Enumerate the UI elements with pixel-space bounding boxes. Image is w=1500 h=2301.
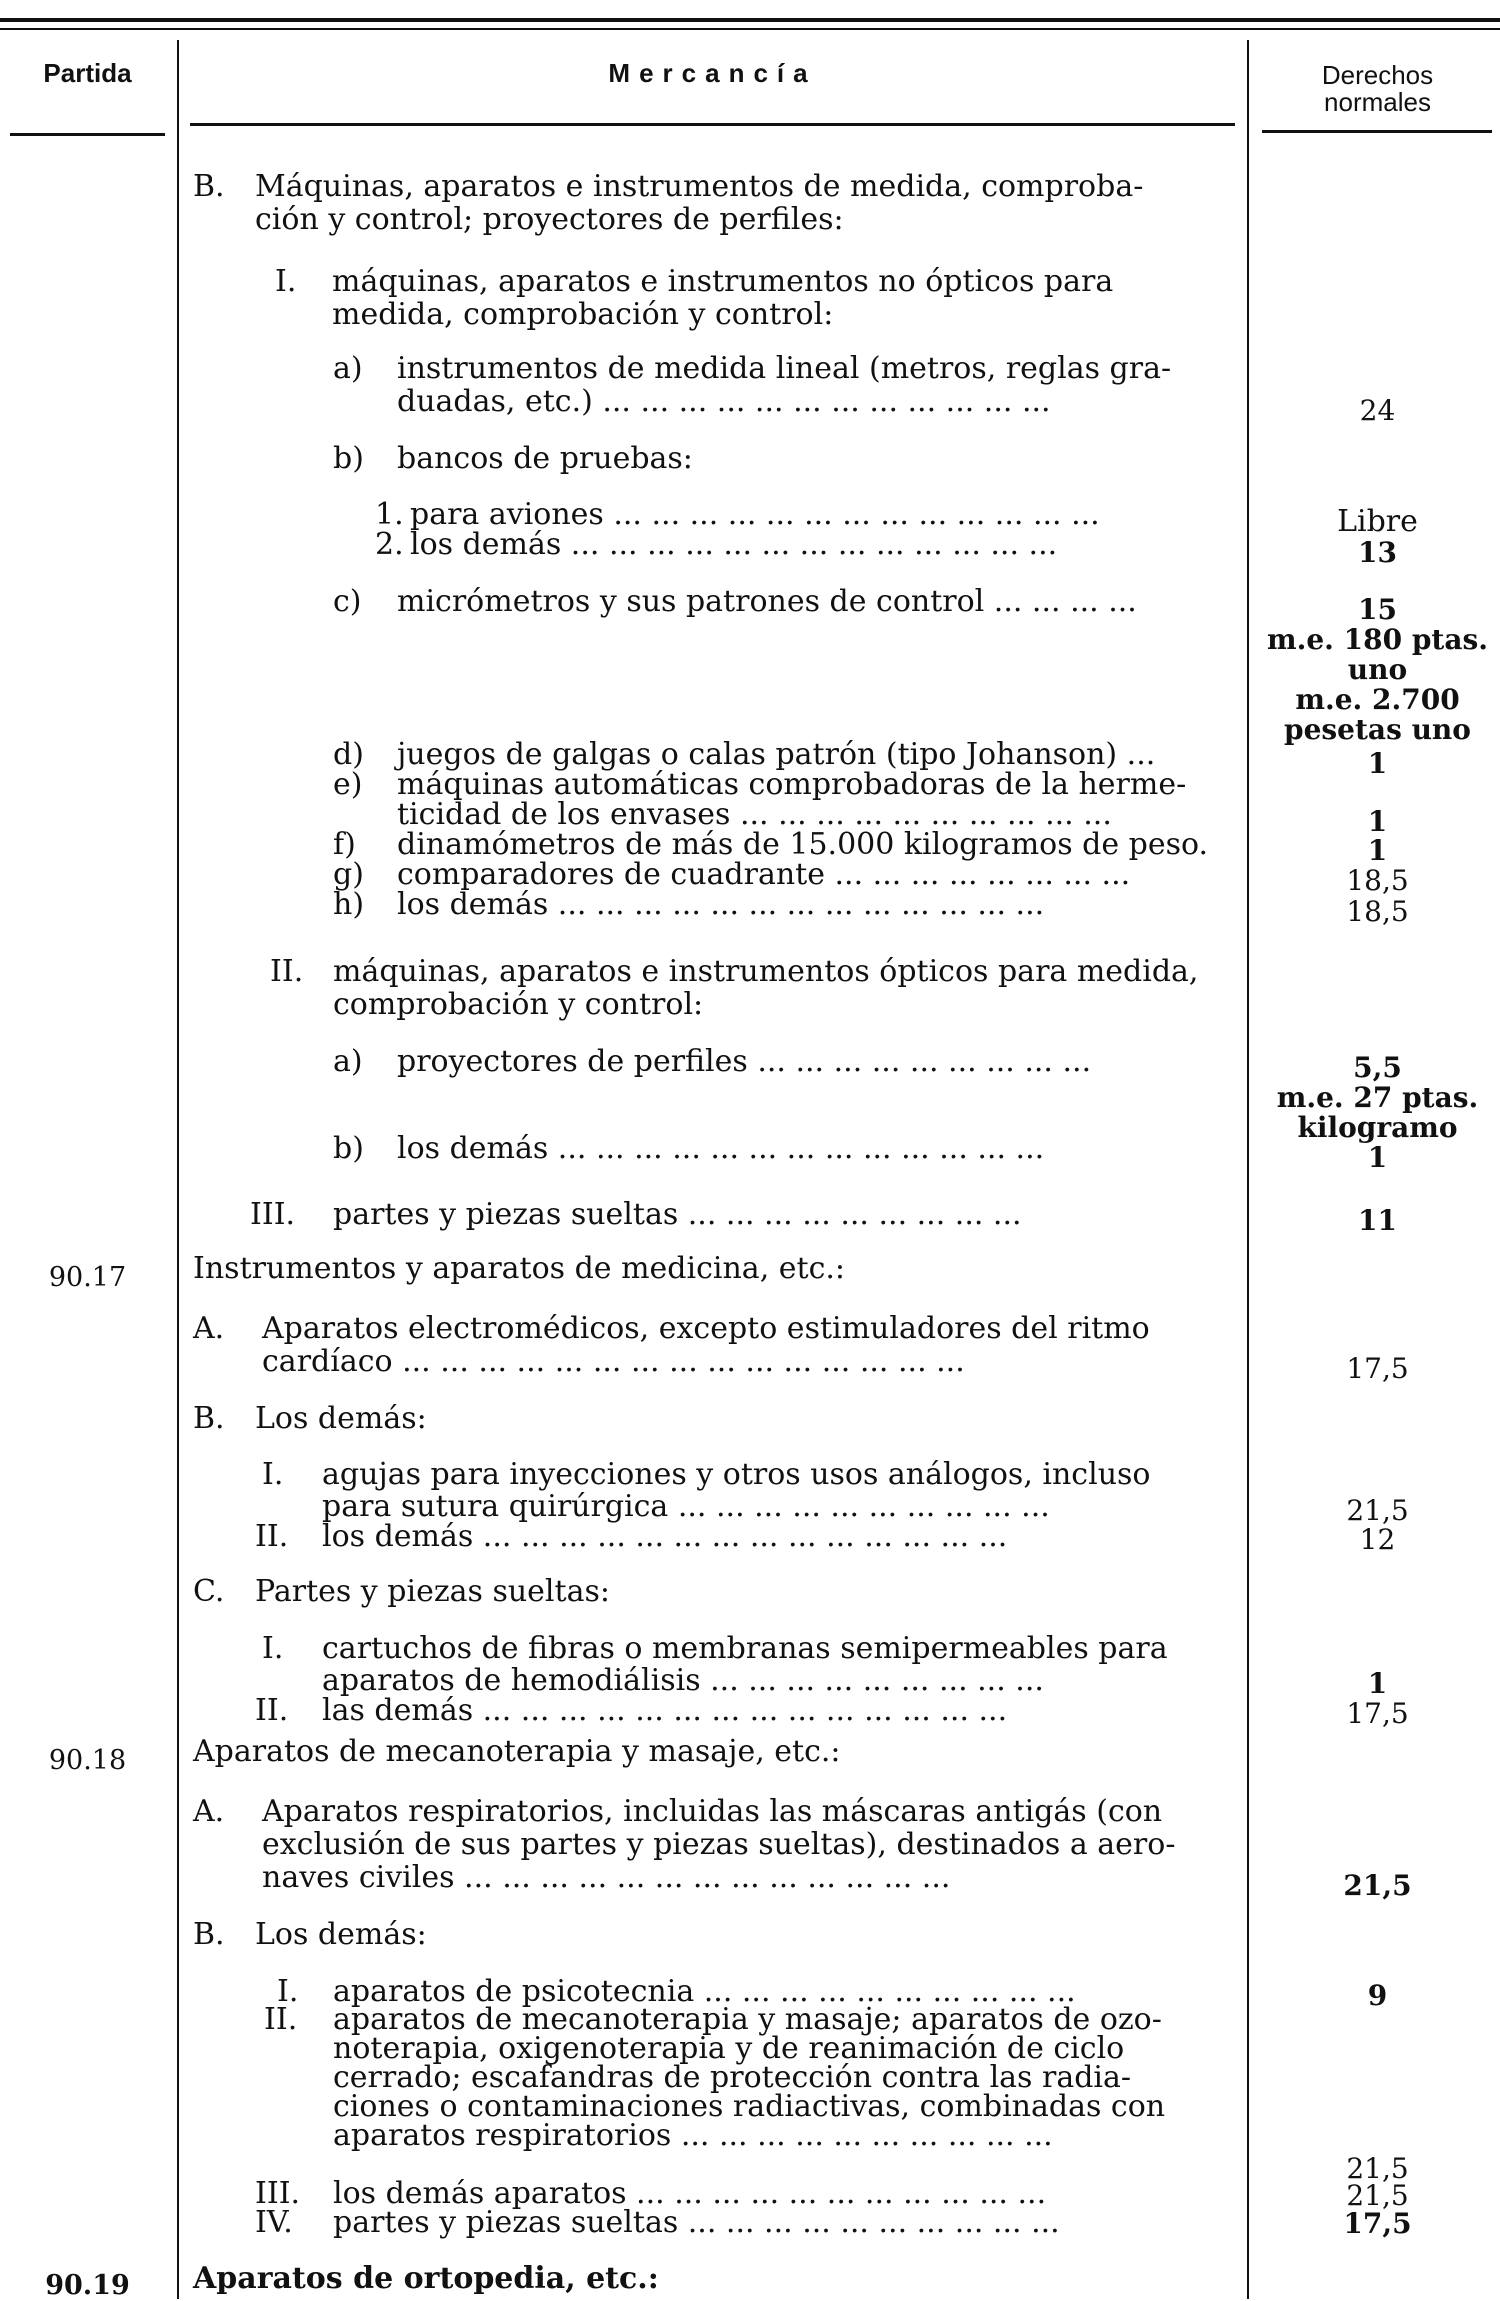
item-text-9017-a-line-1: Aparatos electromédicos, excepto estimuladores del ritmo [262,1311,1150,1346]
top-rule-thick [0,18,1500,22]
item-text-b-i-c: micrómetros y sus patrones de control ... ... ... ... [397,584,1137,619]
duty-b-i-b-1: Libre [1337,504,1418,539]
duty-b-i-c-line-1: 15 [1358,593,1397,626]
item-text-b-i-f: dinamómetros de más de 15.000 kilogramos de peso. [397,827,1209,862]
item-text-b-i-b-1: para aviones ... ... ... ... ... ... ... ... ... ... ... ... ... [410,497,1100,532]
item-text-9018-b-ii-line-3: cerrado; escafandras de protección contra las radia- [333,2060,1132,2095]
duty-9018-b-i: 9 [1367,1979,1388,2012]
item-text-b-i-d: juegos de galgas o calas patrón (tipo Johanson) ... [397,737,1156,772]
item-text-9017-b-i-line-2: para sutura quirúrgica ... ... ... ... ... ... ... ... ... ... [322,1489,1050,1524]
item-text-9018-b-iv: partes y piezas sueltas ... ... ... ... ... ... ... ... ... ... [333,2205,1060,2240]
duty-9017-a: 17,5 [1346,1352,1409,1385]
duty-9017-c-i: 1 [1367,1667,1388,1700]
item-text-b-i-b-2: los demás ... ... ... ... ... ... ... ... ... ... ... ... ... [410,527,1058,562]
duty-b-i-d: 1 [1367,747,1388,780]
item-text-9018-a-line-2: exclusión de sus partes y piezas sueltas), destinados a aero- [262,1827,1176,1862]
item-label-9017-a: A. [193,1311,225,1346]
header-mercancia: Mercancía [608,58,817,88]
duty-b-ii-a-line-2: m.e. 27 ptas. [1276,1081,1479,1114]
item-label-9018-b-iv: IV. [255,2205,293,2240]
item-text-b-i-a-line-1: instrumentos de medida lineal (metros, reglas gra- [397,351,1172,386]
item-label-b-i-c: c) [333,584,362,619]
item-text-b-i-g: comparadores de cuadrante ... ... ... ... ... ... ... ... [397,857,1131,892]
item-label-b-i-e: e) [333,767,363,802]
item-text-9017-a-line-2: cardíaco ... ... ... ... ... ... ... ... ... ... ... ... ... ... ... [262,1344,965,1379]
item-label-9018-b-iii: III. [255,2176,301,2211]
item-label-b-i-a: a) [333,351,363,386]
item-text-9017-c-i-line-1: cartuchos de fibras o membranas semipermeables para [322,1631,1168,1666]
item-label-b-i: I. [275,264,297,299]
item-label-9017-c: C. [193,1574,225,1609]
item-text-b-i-e-line-1: máquinas automáticas comprobadoras de la herme- [397,767,1187,802]
item-label-b-i-b: b) [333,441,364,476]
header-derechos [1255,62,1500,116]
column-separator-left [177,40,179,2299]
item-label-b-i-g: g) [333,857,364,892]
item-text-9018-b-ii-line-1: aparatos de mecanoterapia y masaje; aparatos de ozo- [333,2002,1162,2037]
item-text-b-ii-b: los demás ... ... ... ... ... ... ... ... ... ... ... ... ... [397,1131,1045,1166]
header-derechos-line-2: normales [1324,87,1431,117]
item-label-b-ii-b: b) [333,1131,364,1166]
partida-90-17: 90.17 [48,1262,127,1293]
item-label-9018-b-ii: II. [264,2002,298,2037]
item-label-b-i-b-2: 2. [375,527,404,562]
header-partida: Partida [43,58,132,88]
item-text-b-i-e-line-2: ticidad de los envases ... ... ... ... ... ... ... ... ... ... [397,797,1112,832]
item-text-9017-b-ii: los demás ... ... ... ... ... ... ... ... ... ... ... ... ... ... [322,1519,1008,1554]
duty-b-i-c-line-4: m.e. 2.700 [1295,683,1460,716]
item-label-9018-a: A. [193,1794,225,1829]
item-label-b-i-d: d) [333,737,364,772]
item-text-b-i-line-2: medida, comprobación y control: [332,297,834,332]
column-separator-right [1247,40,1249,2299]
duty-b-ii-a-line-1: 5,5 [1353,1051,1402,1084]
duty-b-i-e: 1 [1367,805,1388,838]
duty-b-i-a: 24 [1359,394,1396,427]
item-label-b-i-b-1: 1. [375,497,404,532]
item-text-b-i-h: los demás ... ... ... ... ... ... ... ... ... ... ... ... ... [397,887,1045,922]
item-label-b-i-f: f) [333,827,356,862]
item-label-9018-b: B. [193,1917,225,1952]
duty-b-ii-a [1255,1053,1500,1143]
duty-9018-b-iii: 21,5 [1346,2179,1409,2212]
item-text-b-line-1: Máquinas, aparatos e instrumentos de medida, comproba- [255,169,1144,204]
partida-90-18: 90.18 [48,1745,127,1776]
duty-b-i-b-2: 13 [1358,536,1397,569]
item-text-9018-b-ii-line-2: noterapia, oxigenoterapia y de reanimación de ciclo [333,2031,1125,2066]
partida-90-19: 90.19 [45,2270,130,2301]
item-label-b: B. [193,169,225,204]
item-text-b-iii: partes y piezas sueltas ... ... ... ... ... ... ... ... ... [333,1197,1022,1232]
header-underline-right [1262,130,1492,133]
duty-b-iii: 11 [1358,1204,1397,1237]
duty-b-i-c-line-3: uno [1347,653,1408,686]
item-text-b-ii-line-1: máquinas, aparatos e instrumentos ópticos para medida, [333,954,1199,989]
item-label-9017-b-i: I. [262,1457,284,1492]
item-text-9018-a-line-1: Aparatos respiratorios, incluidas las máscaras antigás (con [262,1794,1163,1829]
item-text-b-line-2: ción y control; proyectores de perfiles: [255,202,844,237]
item-text-b-ii-line-2: comprobación y control: [333,987,704,1022]
item-text-9018-b: Los demás: [255,1917,427,1952]
item-label-9017-b: B. [193,1401,225,1436]
item-text-9018-a-line-3: naves civiles ... ... ... ... ... ... ... ... ... ... ... ... ... [262,1860,951,1895]
header-derechos-line-1: Derechos [1321,60,1434,90]
duty-9017-c-ii: 17,5 [1346,1697,1409,1730]
item-label-9018-b-i: I. [277,1974,299,2009]
duty-b-ii-a-line-3: kilogramo [1297,1111,1458,1144]
item-text-9017-c-i-line-2: aparatos de hemodiálisis ... ... ... ... ... ... ... ... ... [322,1663,1044,1698]
header-underline-left [10,133,165,136]
item-label-b-iii: III. [250,1197,296,1232]
item-label-b-ii: II. [270,954,304,989]
item-text-b-i-a-line-2: duadas, etc.) ... ... ... ... ... ... ... ... ... ... ... ... [397,384,1051,419]
item-label-b-ii-a: a) [333,1044,363,1079]
duty-b-i-c-line-2: m.e. 180 ptas. [1266,623,1489,656]
duty-9017-b-i: 21,5 [1346,1494,1409,1527]
item-text-b-i-b: bancos de pruebas: [397,441,693,476]
duty-b-i-g: 18,5 [1346,864,1409,897]
duty-9018-b-ii: 21,5 [1346,2152,1409,2185]
item-text-b-i-line-1: máquinas, aparatos e instrumentos no ópticos para [332,264,1114,299]
item-text-9017-b-i-line-1: agujas para inyecciones y otros usos análogos, incluso [322,1457,1151,1492]
item-label-9017-c-i: I. [262,1631,284,1666]
item-text-9017-c: Partes y piezas sueltas: [255,1574,610,1609]
duty-b-i-f: 1 [1367,834,1388,867]
header-underline-center [190,123,1235,126]
item-text-9018-b-i: aparatos de psicotecnia ... ... ... ... ... ... ... ... ... ... [333,1974,1076,2009]
item-text-9018-b-iii: los demás aparatos ... ... ... ... ... ... ... ... ... ... ... [333,2176,1047,2211]
item-text-9018-b-ii-line-4: ciones o contaminaciones radiactivas, combinadas con [333,2089,1166,2124]
item-label-9017-b-ii: II. [255,1519,289,1554]
item-text-9017-c-ii: las demás ... ... ... ... ... ... ... ... ... ... ... ... ... ... [322,1693,1008,1728]
item-text-9017-b: Los demás: [255,1401,427,1436]
item-label-9017-c-ii: II. [255,1693,289,1728]
item-label-b-i-h: h) [333,887,365,922]
heading-90-18: Aparatos de mecanoterapia y masaje, etc.: [193,1734,841,1769]
duty-9017-b-ii: 12 [1359,1523,1396,1556]
item-text-b-ii-a: proyectores de perfiles ... ... ... ... ... ... ... ... ... [397,1044,1092,1079]
duty-b-ii-b: 1 [1367,1141,1388,1174]
duty-9018-b-iv: 17,5 [1343,2207,1412,2240]
heading-90-19: Aparatos de ortopedia, etc.: [193,2261,659,2296]
heading-90-17: Instrumentos y aparatos de medicina, etc.: [193,1251,846,1286]
duty-b-i-c-line-5: pesetas uno [1284,713,1471,746]
duty-b-i-c [1255,595,1500,745]
item-text-9018-b-ii-line-5: aparatos respiratorios ... ... ... ... ... ... ... ... ... ... [333,2118,1053,2153]
duty-9018-a: 21,5 [1343,1869,1412,1902]
duty-b-i-h: 18,5 [1346,895,1409,928]
top-rule-thin [0,28,1500,30]
